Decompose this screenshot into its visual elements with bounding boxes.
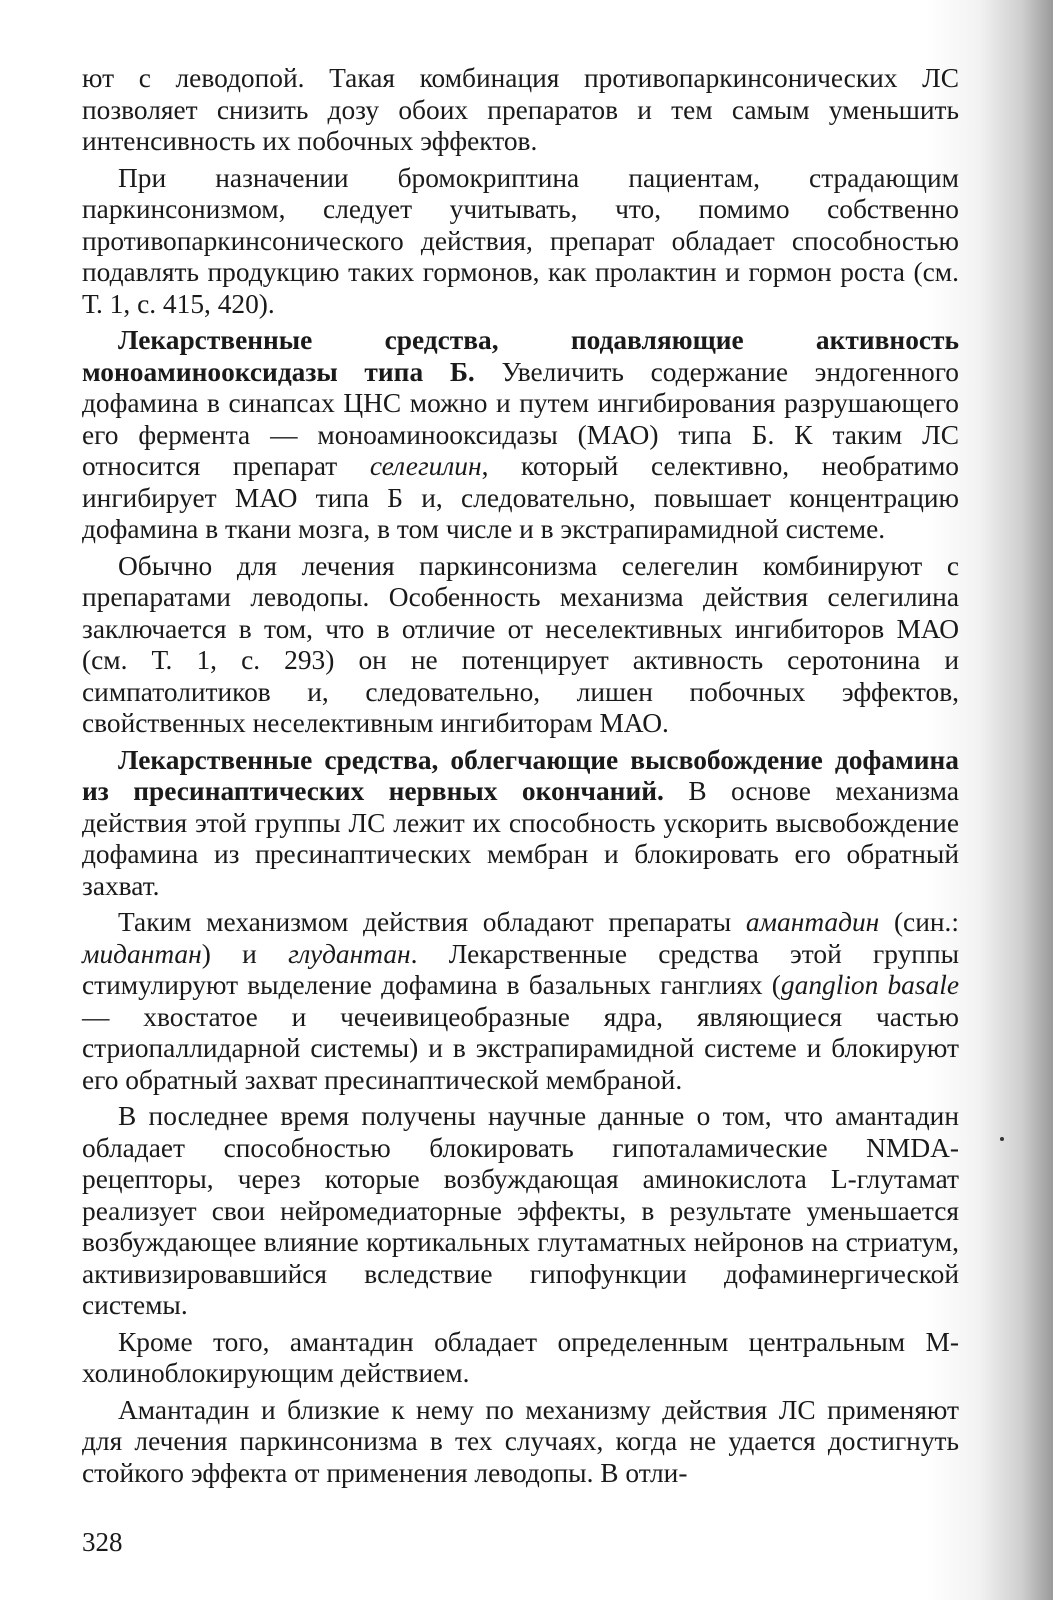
paragraph	[82, 1101, 959, 1322]
text-segment: ют с леводопой. Такая комбинация противопаркинсонических ЛС позволяет снизить дозу обоих препаратов и тем самым уменьшить интенсивность их побочных эффектов.	[82, 63, 959, 156]
paragraph	[82, 1395, 959, 1490]
text-segment: Таким механизмом действия обладают препараты	[118, 907, 746, 937]
drug-name: селегилин	[369, 451, 482, 481]
text-segment: . Лекарственные средства этой группы стимулируют выделение дофамина в базальных ганглиях (	[82, 938, 960, 1000]
paragraph	[82, 1327, 959, 1390]
text-segment: Увеличить содержание эндогенного дофамина в синапсах ЦНС можно и путем ингибирования разрушающего его фермента — моноаминооксидазы (МАО) типа Б. К таким ЛС относится препарат	[82, 356, 959, 481]
paragraph	[82, 63, 959, 158]
text-segment: В последнее время получены научные данные о том, что амантадин обладает способностью блокировать гипоталамические NMDA-рецепторы, через которые возбуждающая аминокислота L-глутамат реализует свои нейромедиаторные эффекты, в результате уменьшается возбуждающее влияние кортикальных глутаматных нейронов на стриатум, активизировавшийся вследствие гипофункции дофаминергической системы.	[82, 1101, 959, 1320]
text-segment: (син.:	[879, 907, 959, 937]
text-segment: , который селективно, необратимо ингибирует МАО типа Б и, следовательно, повышает концентрацию дофамина в ткани мозга, в том числе и в экстрапирамидной системе.	[82, 451, 959, 544]
text-segment: ) и	[201, 938, 289, 969]
paragraph	[82, 551, 959, 740]
text-segment: Амантадин и близкие к нему по механизму действия ЛС применяют для лечения паркинсонизма в тех случаях, когда не удается достигнуть стойкого эффекта от применения леводопы. В отли-	[82, 1394, 959, 1488]
body-text	[82, 63, 959, 1494]
paragraph	[82, 907, 959, 1096]
text-segment: Обычно для лечения паркинсонизма селегелин комбинируют с препаратами леводопы. Особенность механизма действия селегилина заключается в том, что в отличие от неселективных ингибиторов МАО (см. Т. 1, с. 293) он не потенцирует активность серотонина и симпатолитиков и, следовательно, лишен побочных эффектов, свойственных неселективным ингибиторам МАО.	[82, 550, 959, 738]
drug-name: ganglion basale	[780, 970, 959, 1000]
drug-name: амантадин	[745, 907, 880, 937]
scan-speck	[1000, 1137, 1004, 1141]
section-heading: Лекарственные средства, подавляющие активность моноаминооксидазы типа Б.	[82, 325, 959, 387]
text-segment: В основе механизма действия этой группы ЛС лежит их способность ускорить высвобождение дофамина из пресинаптических мембран и блокировать его обратный захват.	[82, 776, 959, 901]
paragraph	[82, 163, 959, 321]
page-number: 328	[82, 1527, 123, 1557]
text-segment: — хвостатое и чечеивицеобразные ядра, являющиеся частью стриопаллидарной системы) и в экстрапирамидной системе и блокируют его обратный захват пресинаптической мембраной.	[82, 1001, 959, 1095]
drug-name: мидантан	[82, 938, 202, 969]
text-segment: При назначении бромокриптина пациентам, страдающим паркинсонизмом, следует учитывать, что, помимо собственно противопаркинсонического действия, препарат обладает способностью подавлять продукцию таких гормонов, как пролактин и гормон роста (см. Т. 1, с. 415, 420).	[82, 162, 959, 319]
section-heading: Лекарственные средства, облегчающие высвобождение дофамина из пресинаптических нервных окончаний.	[82, 744, 959, 806]
drug-name: глудантан	[288, 938, 411, 969]
text-segment: Кроме того, амантадин обладает определенным центральным М-холиноблокирующим действием.	[82, 1326, 959, 1388]
paragraph	[82, 745, 959, 903]
paragraph	[82, 325, 959, 546]
